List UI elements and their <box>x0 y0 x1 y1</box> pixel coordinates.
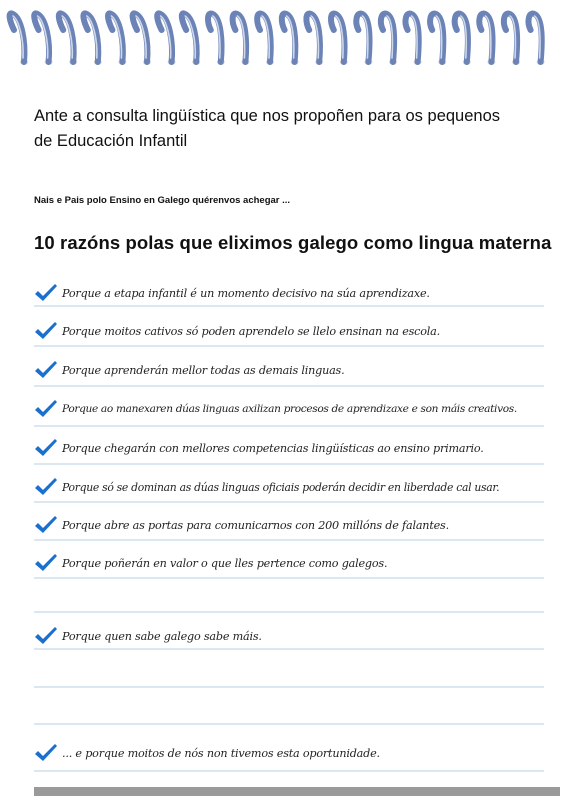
check-mark-icon <box>34 321 58 341</box>
check-mark-icon <box>34 399 58 419</box>
reason-item-6 <box>34 474 554 500</box>
reason-text: Porque quen sabe galego sabe máis. <box>62 629 262 643</box>
ruled-line <box>34 425 544 427</box>
reason-item-5 <box>34 435 554 461</box>
check-mark-icon <box>34 743 58 763</box>
reason-text: Porque moitos cativos só poden aprendelo se llelo ensinan na escola. <box>62 324 440 338</box>
reason-item-7 <box>34 512 554 538</box>
check-mark-icon <box>34 438 58 458</box>
ruled-line <box>34 385 544 387</box>
spiral-coils <box>10 13 545 65</box>
ruled-line <box>34 539 544 541</box>
reasons-list-title: 10 razóns polas que eliximos galego como lingua materna <box>34 232 552 253</box>
heading-line-1: Ante a consulta lingüística que nos propoñen para os pequenos <box>34 107 501 125</box>
check-mark-icon <box>34 626 58 646</box>
reason-text: Porque abre as portas para comunicarnos con 200 millóns de falantes. <box>62 518 449 532</box>
reason-item-4 <box>34 396 554 422</box>
ruled-line <box>34 611 544 613</box>
reason-item-2 <box>34 318 554 344</box>
reason-text: Porque ao manexaren dúas linguas axilizan procesos de aprendizaxe e son máis creativos. <box>62 403 517 415</box>
ruled-line <box>34 577 544 579</box>
ruled-line <box>34 463 544 465</box>
ruled-line <box>34 501 544 503</box>
intro-text: Nais e Pais polo Ensino en Galego quérenvos achegar ... <box>34 195 291 206</box>
reason-text: ... e porque moitos de nós non tivemos esta oportunidade. <box>62 746 380 760</box>
reason-text: Porque só se dominan as dúas linguas oficiais poderán decidir en liberdade cal usar. <box>62 480 500 494</box>
ruled-line <box>34 770 544 772</box>
reason-item-3 <box>34 357 554 383</box>
check-mark-icon <box>34 283 58 303</box>
reason-text: Porque aprenderán mellor todas as demais linguas. <box>62 363 345 377</box>
check-mark-icon <box>34 477 58 497</box>
reason-item-8 <box>34 550 554 576</box>
ruled-line <box>34 723 544 725</box>
reason-text: Porque a etapa infantil é un momento decisivo na súa aprendizaxe. <box>62 286 430 300</box>
reason-text: Porque chegarán con mellores competencias lingüísticas ao ensino primario. <box>62 441 484 455</box>
check-mark-icon <box>34 360 58 380</box>
heading-line-2: de Educación Infantil <box>34 132 188 150</box>
reason-item-10 <box>34 740 554 766</box>
reason-item-9 <box>34 623 554 649</box>
page-heading <box>34 104 554 154</box>
reason-text: Porque poñerán en valor o que lles pertence como galegos. <box>62 556 388 570</box>
spiral-binding <box>0 0 566 75</box>
check-mark-icon <box>34 515 58 535</box>
reason-item-1 <box>34 280 554 306</box>
ruled-line <box>34 686 544 688</box>
ruled-line <box>34 345 544 347</box>
check-mark-icon <box>34 553 58 573</box>
footer-bar <box>34 787 560 796</box>
